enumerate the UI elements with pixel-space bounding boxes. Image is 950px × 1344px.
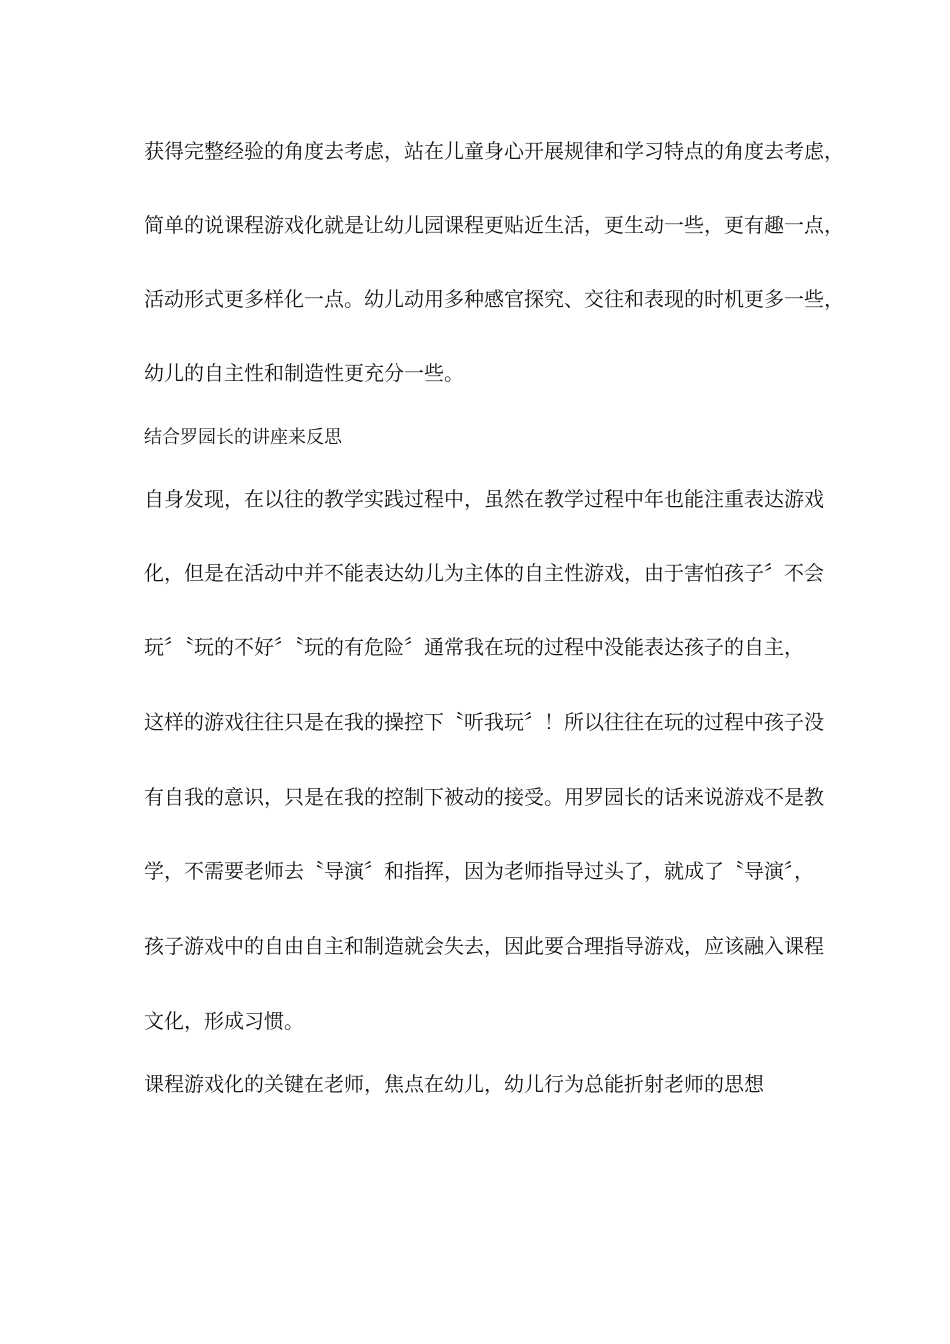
paragraph-line-7: 玩〞〝玩的不好〞〝玩的有危险〞通常我在玩的过程中没能表达孩子的自主， bbox=[144, 635, 804, 659]
paragraph-line-1: 获得完整经验的角度去考虑，站在儿童身心开展规律和学习特点的角度去考虑， bbox=[144, 139, 844, 163]
paragraph-line-10: 学，不需要老师去〝导演〞和指挥，因为老师指导过头了，就成了〝导演〞， bbox=[144, 859, 814, 883]
paragraph-line-5: 自身发现，在以往的教学实践过程中，虽然在教学过程中年也能注重表达游戏 bbox=[144, 487, 824, 511]
paragraph-line-8: 这样的游戏往往只是在我的操控下〝听我玩〞！所以往往在玩的过程中孩子没 bbox=[144, 710, 824, 734]
paragraph-line-13: 课程游戏化的关键在老师，焦点在幼儿，幼儿行为总能折射老师的思想 bbox=[144, 1072, 764, 1096]
section-heading: 结合罗园长的讲座来反思 bbox=[144, 427, 342, 448]
paragraph-line-4: 幼儿的自主性和制造性更充分一些。 bbox=[144, 361, 464, 385]
paragraph-line-9: 有自我的意识，只是在我的控制下被动的接受。用罗园长的话来说游戏不是教 bbox=[144, 785, 824, 809]
paragraph-line-6: 化，但是在活动中并不能表达幼儿为主体的自主性游戏，由于害怕孩子〞不会 bbox=[144, 561, 824, 585]
paragraph-line-3: 活动形式更多样化一点。幼儿动用多种感官探究、交往和表现的时机更多一些， bbox=[144, 287, 844, 311]
paragraph-line-11: 孩子游戏中的自由自主和制造就会失去，因此要合理指导游戏，应该融入课程 bbox=[144, 934, 824, 958]
paragraph-line-12: 文化，形成习惯。 bbox=[144, 1009, 304, 1033]
paragraph-line-2: 简单的说课程游戏化就是让幼儿园课程更贴近生活，更生动一些，更有趣一点， bbox=[144, 213, 844, 237]
